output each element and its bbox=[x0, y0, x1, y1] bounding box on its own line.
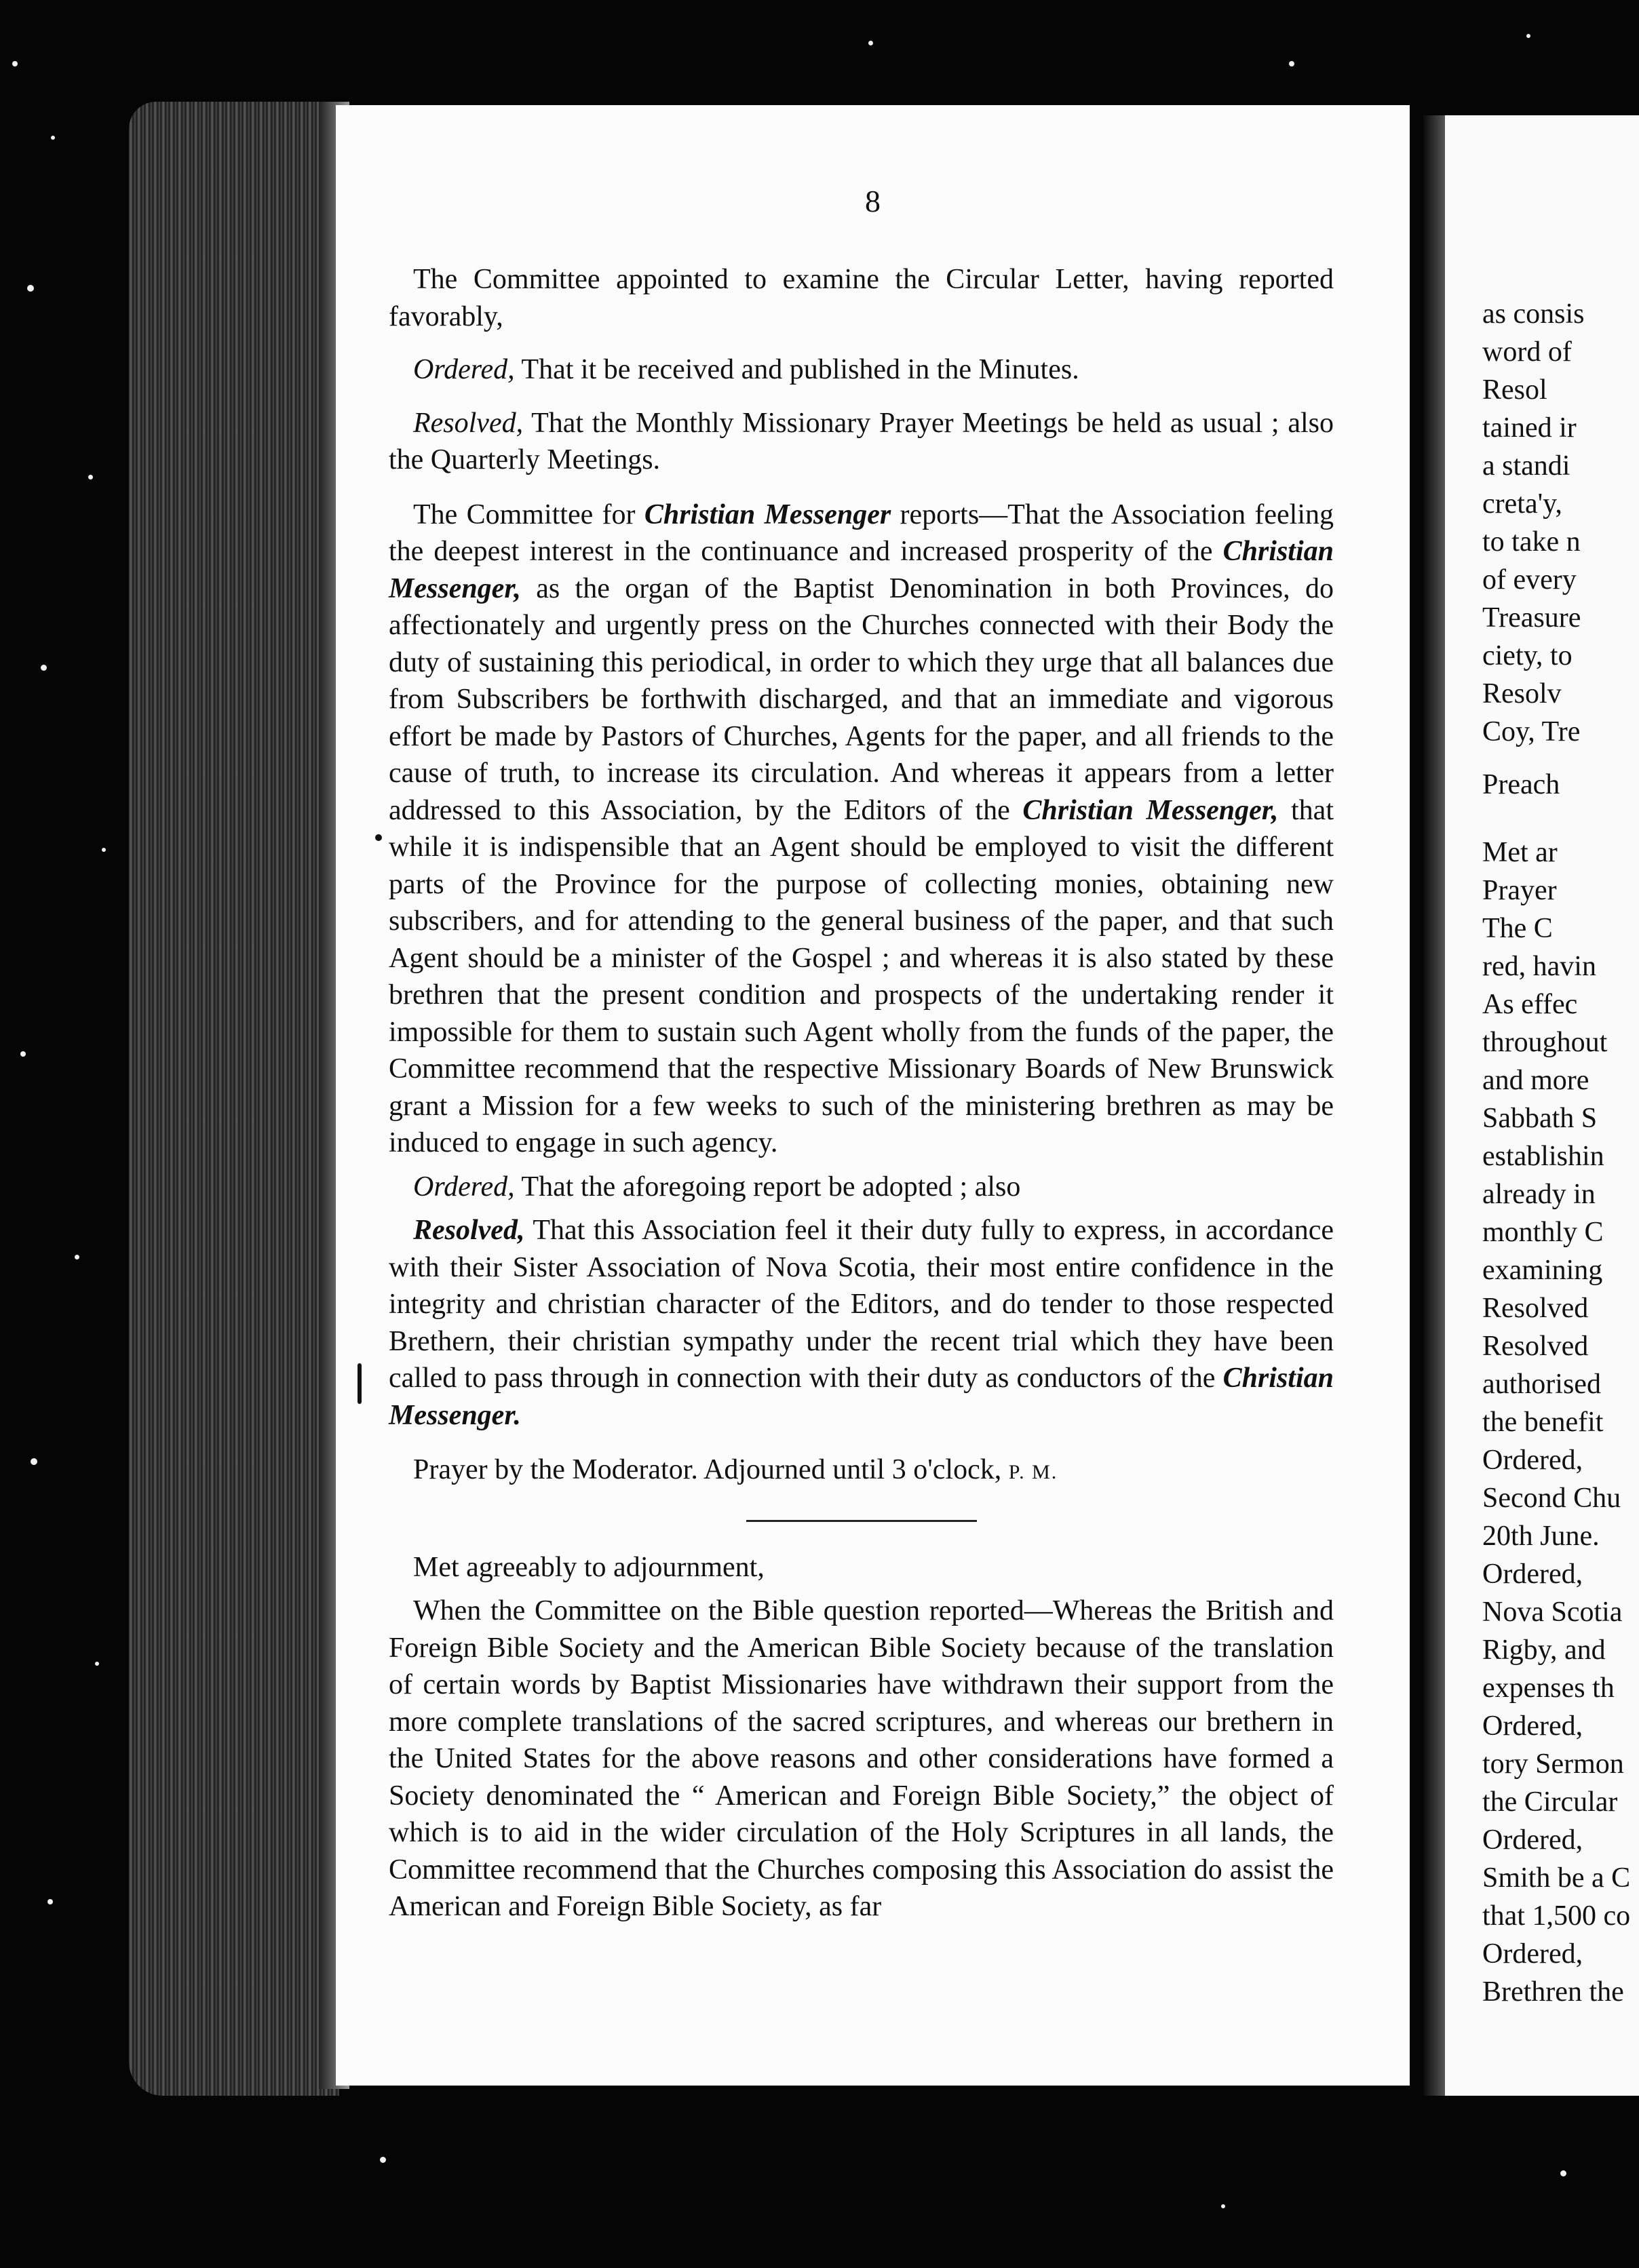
dust-speck bbox=[41, 665, 47, 671]
right-page-line: already in bbox=[1482, 1179, 1596, 1210]
paragraph-bible-question bbox=[389, 1592, 1334, 1925]
margin-mark bbox=[358, 1363, 362, 1404]
right-page-line: Nova Scotia bbox=[1482, 1597, 1623, 1628]
right-page-line: The C bbox=[1482, 913, 1553, 944]
publication-title: Christian Messenger bbox=[644, 498, 891, 530]
right-page-line bbox=[1482, 751, 1639, 766]
paragraph-resolved-confidence bbox=[389, 1212, 1334, 1434]
right-page-line: Resolved bbox=[1482, 1331, 1589, 1362]
page-body bbox=[389, 261, 1334, 1932]
dust-speck bbox=[51, 136, 55, 140]
paragraph-text: When the Committee on the Bible question reported—Whereas the British and Foreign Bible Society and the American Bible Society because of the translation of certain words by Baptist Missionaries have withdrawn their support from the more complete translations of the sacred scriptures, and whereas our brethern in the United States for the above reasons and other considerations have formed a Society denominated the “ American and Foreign Bible Society,” the object of which is to aid in the wider circulation of the Holy Scriptures in all lands, the Committee recommend that the Churches composing this Association do assist the American and Foreign Bible Society, as far bbox=[389, 1595, 1334, 1922]
right-page-line: Ordered, bbox=[1482, 1938, 1583, 1970]
right-page-line: Ordered, bbox=[1482, 1710, 1583, 1742]
paragraph-text: That the Monthly Missionary Prayer Meetings be held as usual ; also the Quarterly Meetings. bbox=[389, 407, 1334, 475]
section-divider bbox=[746, 1520, 977, 1522]
page-number: 8 bbox=[865, 184, 881, 218]
right-page-line: Ordered, bbox=[1482, 1445, 1583, 1476]
book-page-edges bbox=[129, 102, 339, 2096]
right-page-line: tory Sermon bbox=[1482, 1748, 1624, 1780]
right-page-line: examining bbox=[1482, 1255, 1603, 1286]
paragraph-resolved bbox=[389, 405, 1334, 479]
paragraph-text: That the aforegoing report be adopted ; also bbox=[514, 1171, 1021, 1203]
dust-speck bbox=[868, 41, 873, 45]
dust-speck bbox=[102, 848, 106, 852]
right-page-line: authorised bbox=[1482, 1369, 1601, 1400]
right-page-line: Second Chu bbox=[1482, 1483, 1621, 1514]
margin-mark bbox=[375, 834, 382, 841]
right-page-line: Treasure bbox=[1482, 602, 1581, 633]
right-page-line: Prayer bbox=[1482, 875, 1557, 906]
right-page-line: tained ir bbox=[1482, 412, 1577, 444]
dust-speck bbox=[20, 1051, 26, 1057]
paragraph-text: Met agreeably to adjournment, bbox=[413, 1551, 765, 1583]
right-page-line: the benefit bbox=[1482, 1407, 1604, 1438]
paragraph-text: The Committee appointed to examine the Circular Letter, having reported favorably, bbox=[389, 264, 1334, 332]
dust-speck bbox=[47, 1899, 53, 1904]
right-page-line: As effec bbox=[1482, 989, 1578, 1020]
right-page-line: Resolved bbox=[1482, 1293, 1589, 1324]
paragraph-committee-report bbox=[389, 496, 1334, 1162]
right-page-line: monthly C bbox=[1482, 1217, 1604, 1248]
right-page-line: creta'y, bbox=[1482, 488, 1562, 520]
dust-speck bbox=[27, 285, 34, 292]
right-page-line bbox=[1482, 819, 1639, 834]
right-page-line: establishin bbox=[1482, 1141, 1604, 1172]
dust-speck bbox=[1289, 61, 1294, 66]
paragraph-adjourned bbox=[389, 1451, 1334, 1491]
resolved-label: Resolved, bbox=[413, 1215, 525, 1246]
paragraph-text: that while it is indispensible that an Agent should be employed to visit the different parts of the Province for the purpose of collecting monies, obtaining new subscribers, and for attending to the general business of the paper, and that such Agent should be a minister of the Gospel ; and whereas it is also stated by these brethren that the present condition and prospects of the undertaking render it impossible for them to sustain such Agent wholly from the funds of the paper, the Committee recommend that the respective Missionary Boards of New Brunswick grant a Mission for a few weeks to such of the ministering brethren as may be induced to engage in such agency. bbox=[389, 794, 1334, 1158]
paragraph-text: Prayer by the Moderator. Adjourned until 3 o'clock, bbox=[413, 1454, 1002, 1485]
right-page-line: a standi bbox=[1482, 450, 1570, 482]
paragraph-text: as the organ of the Baptist Denomination in both Provinces, do affectionately and urgently press on the Churches connected with their Body the duty of sustaining this periodical, in order to which they urge that all balances due from Subscribers be forthwith discharged, and that an immediate and vigorous effort be made by Pastors of Churches, Agents for the paper, and all friends to the cause of truth, to increase its circulation. And whereas it appears from a letter addressed to this Association, by the Editors of the bbox=[389, 572, 1334, 826]
right-page-line: Met ar bbox=[1482, 837, 1558, 868]
dust-speck bbox=[1526, 34, 1530, 38]
time-suffix: P. M. bbox=[1008, 1461, 1058, 1483]
right-page-line: Ordered, bbox=[1482, 1824, 1583, 1856]
right-page-line: of every bbox=[1482, 564, 1577, 595]
right-page-line: that 1,500 co bbox=[1482, 1900, 1631, 1932]
dust-speck bbox=[95, 1662, 99, 1666]
right-page-line: Rigby, and bbox=[1482, 1635, 1606, 1666]
right-page-line: Preach bbox=[1482, 769, 1560, 800]
right-page-line: and more bbox=[1482, 1065, 1589, 1096]
paragraph-text: That this Association feel it their duty fully to express, in accordance with their Sister Association of Nova Scotia, their most entire confidence in the integrity and christian character of the Editors, and do tender to those respected Brethern, their christian sympathy under the recent trial which they have been called to pass through in connection with their duty as conductors of the bbox=[389, 1215, 1334, 1394]
paragraph-text: That it be received and published in the Minutes. bbox=[514, 354, 1079, 385]
paragraph-met-again bbox=[389, 1549, 1334, 1586]
right-page-line bbox=[1482, 804, 1639, 819]
resolved-label: Resolved, bbox=[413, 407, 524, 439]
publication-title: Christian Messenger, bbox=[1022, 794, 1279, 826]
right-page-line: Ordered, bbox=[1482, 1559, 1583, 1590]
right-page-line: 20th June. bbox=[1482, 1521, 1600, 1552]
right-page-text bbox=[1482, 295, 1639, 2011]
right-page-line: Coy, Tre bbox=[1482, 716, 1581, 747]
dust-speck bbox=[12, 61, 18, 66]
publication-title: Christian Messenger, bbox=[389, 536, 1334, 604]
right-page-line: ciety, to bbox=[1482, 640, 1573, 671]
paragraph-circular-letter bbox=[389, 261, 1334, 335]
dust-speck bbox=[75, 1255, 79, 1259]
ordered-label: Ordered, bbox=[413, 1171, 515, 1203]
right-page-line: as consis bbox=[1482, 298, 1585, 330]
right-page-line: word of bbox=[1482, 336, 1572, 368]
right-page-line: Smith be a C bbox=[1482, 1862, 1631, 1894]
dust-speck bbox=[380, 2157, 386, 2163]
dust-speck bbox=[88, 475, 93, 480]
paragraph-text: The Committee for bbox=[413, 498, 644, 530]
dust-speck bbox=[31, 1458, 37, 1465]
right-page-line: expenses th bbox=[1482, 1673, 1615, 1704]
publication-title: Christian Messenger. bbox=[389, 1363, 1334, 1431]
dust-speck bbox=[1560, 2170, 1566, 2176]
right-page-line: Resolv bbox=[1482, 678, 1562, 709]
ordered-label: Ordered, bbox=[413, 354, 515, 385]
right-page-line: throughout bbox=[1482, 1027, 1608, 1058]
left-page bbox=[336, 105, 1410, 2086]
paragraph-text: reports—That the Association feeling the deepest interest in the continuance and increased prosperity of the bbox=[389, 498, 1334, 567]
right-page-line: red, havin bbox=[1482, 951, 1596, 982]
right-page-line: to take n bbox=[1482, 526, 1581, 558]
dust-speck bbox=[1221, 2204, 1225, 2208]
right-page-line: Resol bbox=[1482, 374, 1547, 406]
right-page-line: the Circular bbox=[1482, 1786, 1618, 1818]
paragraph-ordered-adopted bbox=[389, 1169, 1334, 1206]
right-page-line: Brethren the bbox=[1482, 1976, 1624, 2008]
paragraph-ordered bbox=[389, 351, 1334, 389]
right-page-line: Sabbath S bbox=[1482, 1103, 1598, 1134]
right-page-fragment bbox=[1445, 115, 1639, 2096]
